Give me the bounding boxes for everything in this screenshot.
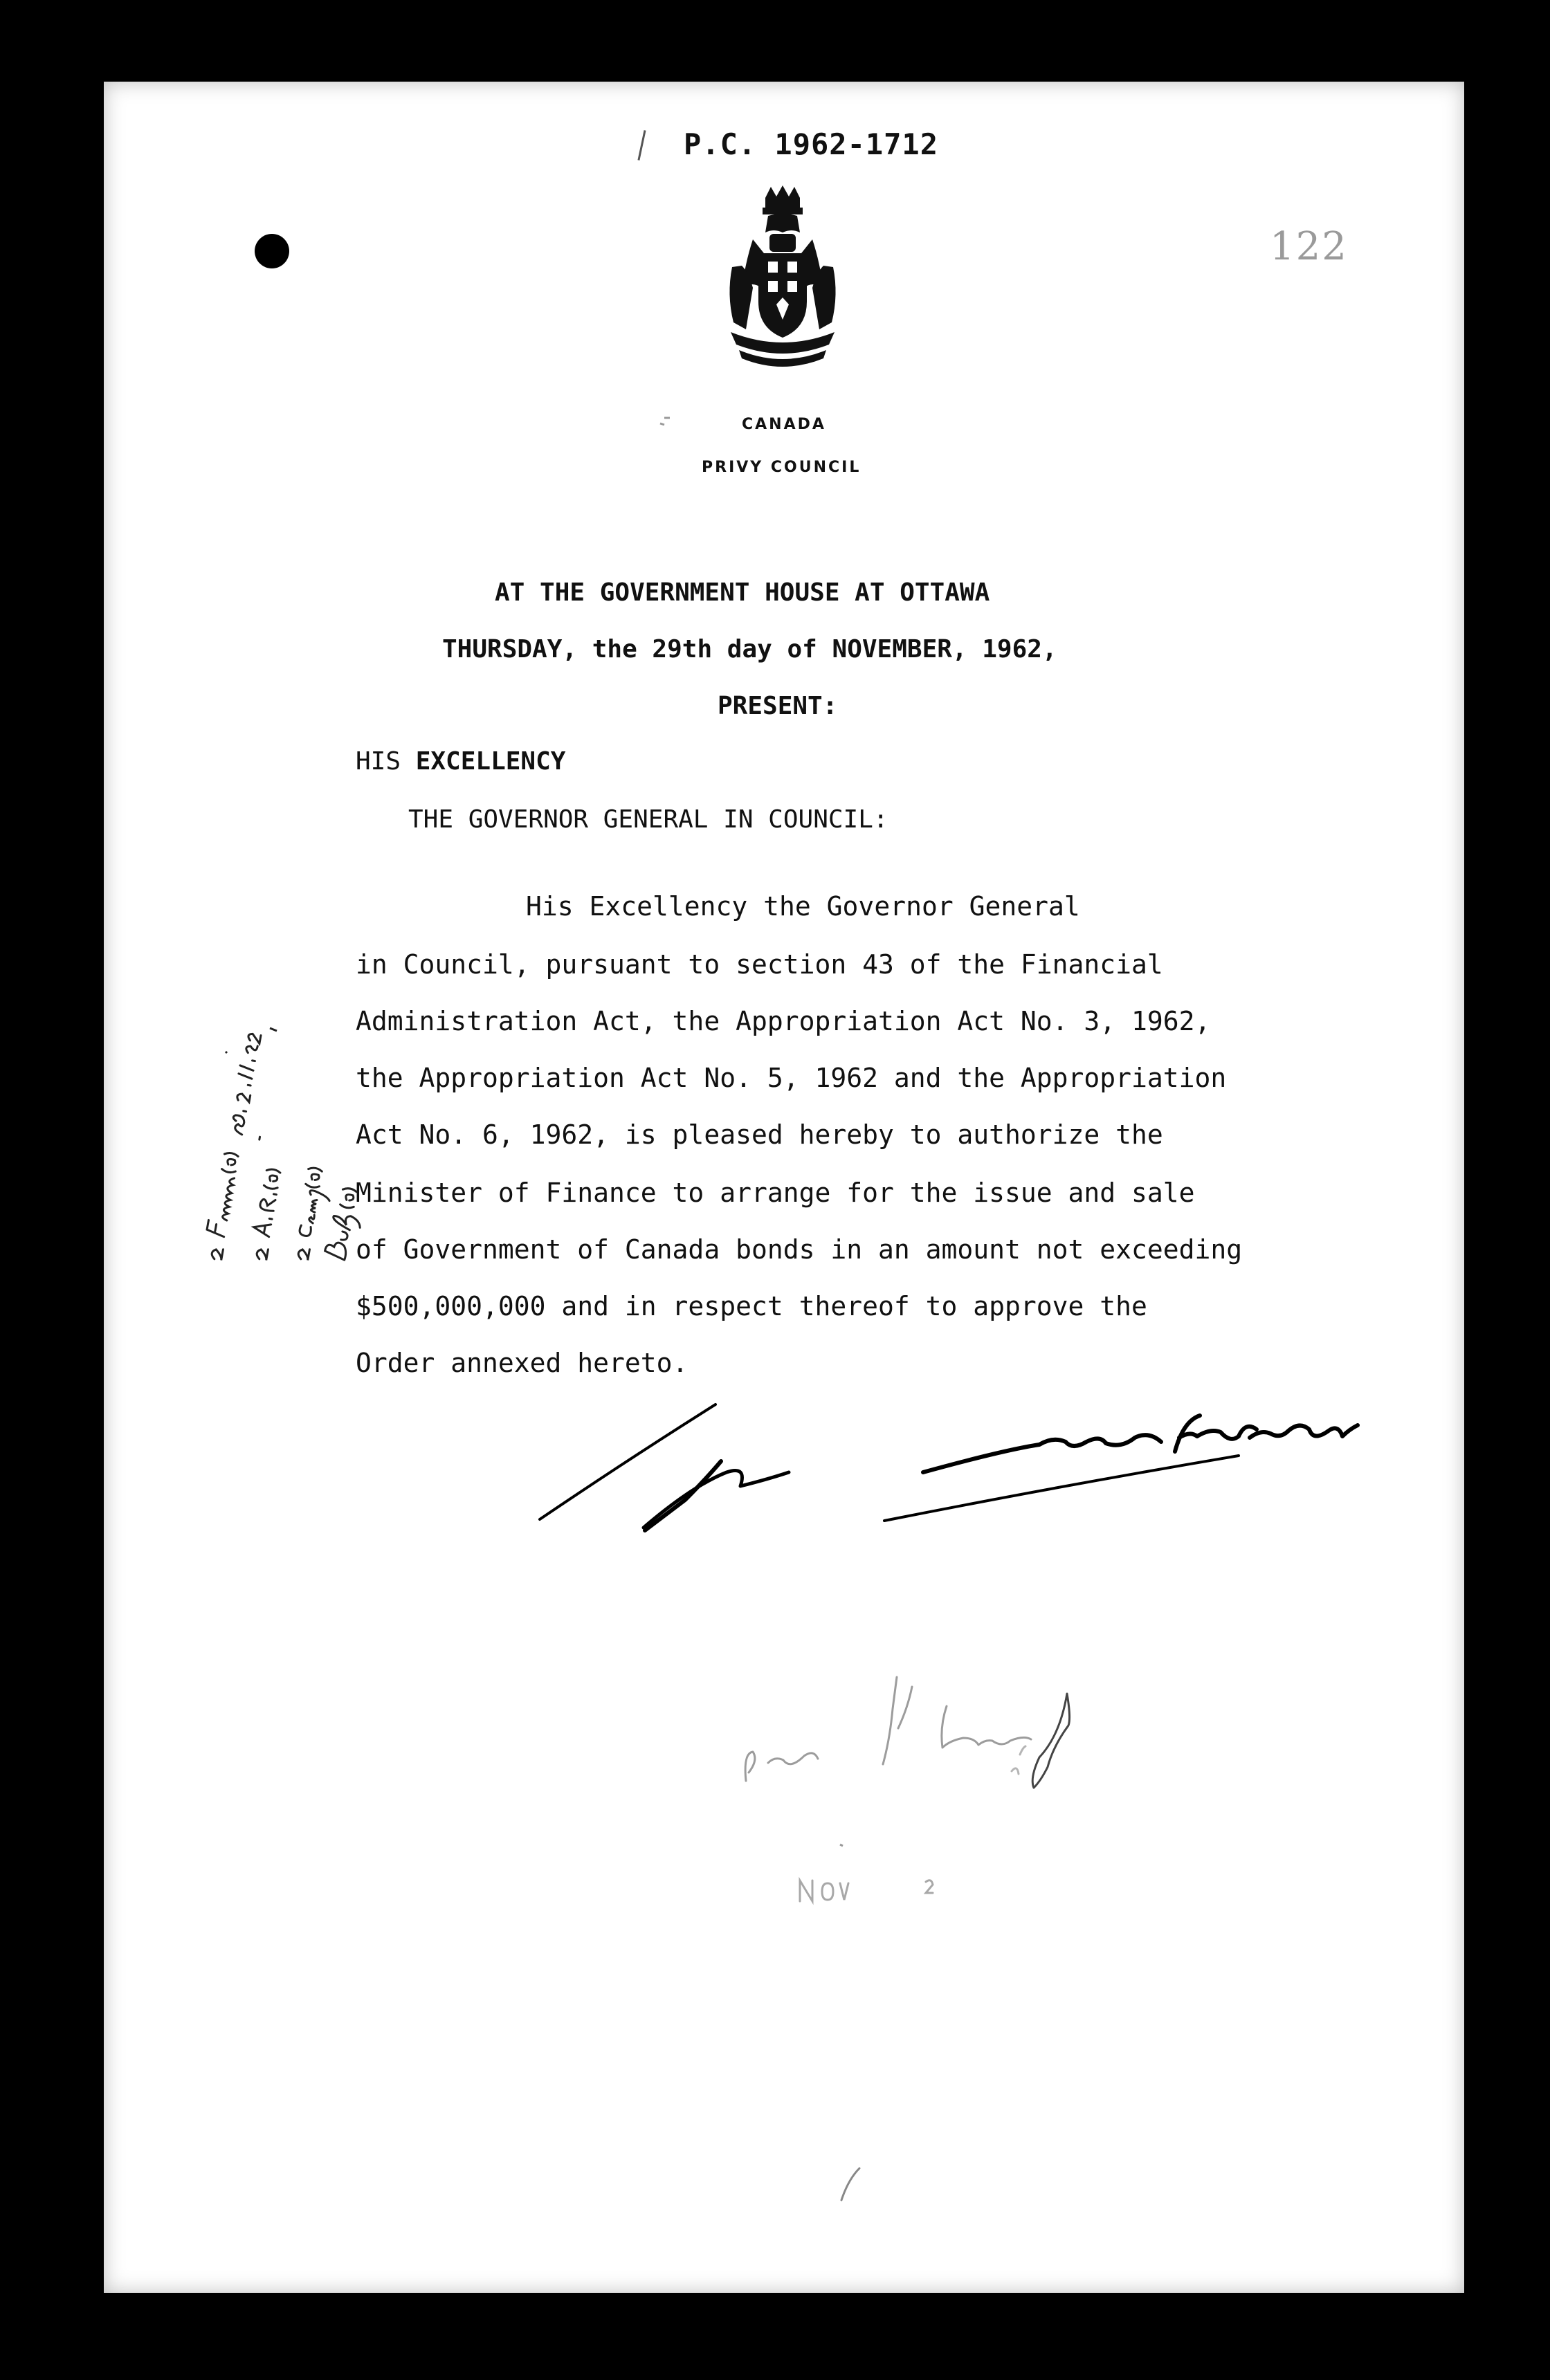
body-line: $500,000,000 and in respect thereof to approve the (356, 1291, 1147, 1321)
document-page (104, 82, 1464, 2293)
margin-handwritten-note (202, 1032, 261, 1261)
pc-number: P.C. 1962-1712 (684, 127, 939, 161)
addressee-prefix: HIS (356, 747, 416, 776)
body-line: in Council, pursuant to section 43 of the Financial (356, 949, 1163, 980)
heading-date-line: THURSDAY, the 29th day of NOVEMBER, 1962, (442, 635, 1057, 663)
body-line: His Excellency the Governor General (526, 891, 1080, 922)
crest-label-canada: CANADA (742, 416, 826, 433)
margin-handwritten-note-row3 (293, 1167, 335, 1263)
body-line: Act No. 6, 1962, is pleased hereby to authorize the (356, 1119, 1163, 1150)
addressee-line-2: THE GOVERNOR GENERAL IN COUNCIL: (408, 805, 888, 834)
date-stamp (800, 1880, 933, 1901)
heading-present: PRESENT: (718, 692, 838, 720)
stray-dot (660, 418, 843, 1846)
crest-label-privy-council: PRIVY COUNCIL (702, 459, 861, 476)
margin-tick (270, 1028, 277, 1031)
page-number: 122 (1270, 224, 1348, 269)
body-line: Minister of Finance to arrange for the issue and sale (356, 1178, 1195, 1208)
handwriting-layer (104, 82, 1464, 2293)
body-line: of Government of Canada bonds in an amount not exceeding (356, 1234, 1243, 1265)
addressee-excellency: EXCELLENCY (415, 747, 566, 776)
stray-pen-mark (841, 2168, 859, 2200)
body-line: the Appropriation Act No. 5, 1962 and the Appropriation (356, 1063, 1227, 1093)
margin-handwritten-note-row4 (324, 1186, 366, 1261)
margin-handwritten-note-row2 (239, 1137, 287, 1260)
margin-dot (226, 1052, 227, 1053)
body-line: Order annexed hereto. (356, 1348, 689, 1378)
signature-secondary (745, 1677, 1069, 1788)
signature-primary (540, 1404, 1358, 1530)
body-line: Administration Act, the Appropriation Act No. 3, 1962, (356, 1006, 1211, 1036)
heading-location: AT THE GOVERNMENT HOUSE AT OTTAWA (495, 578, 990, 607)
